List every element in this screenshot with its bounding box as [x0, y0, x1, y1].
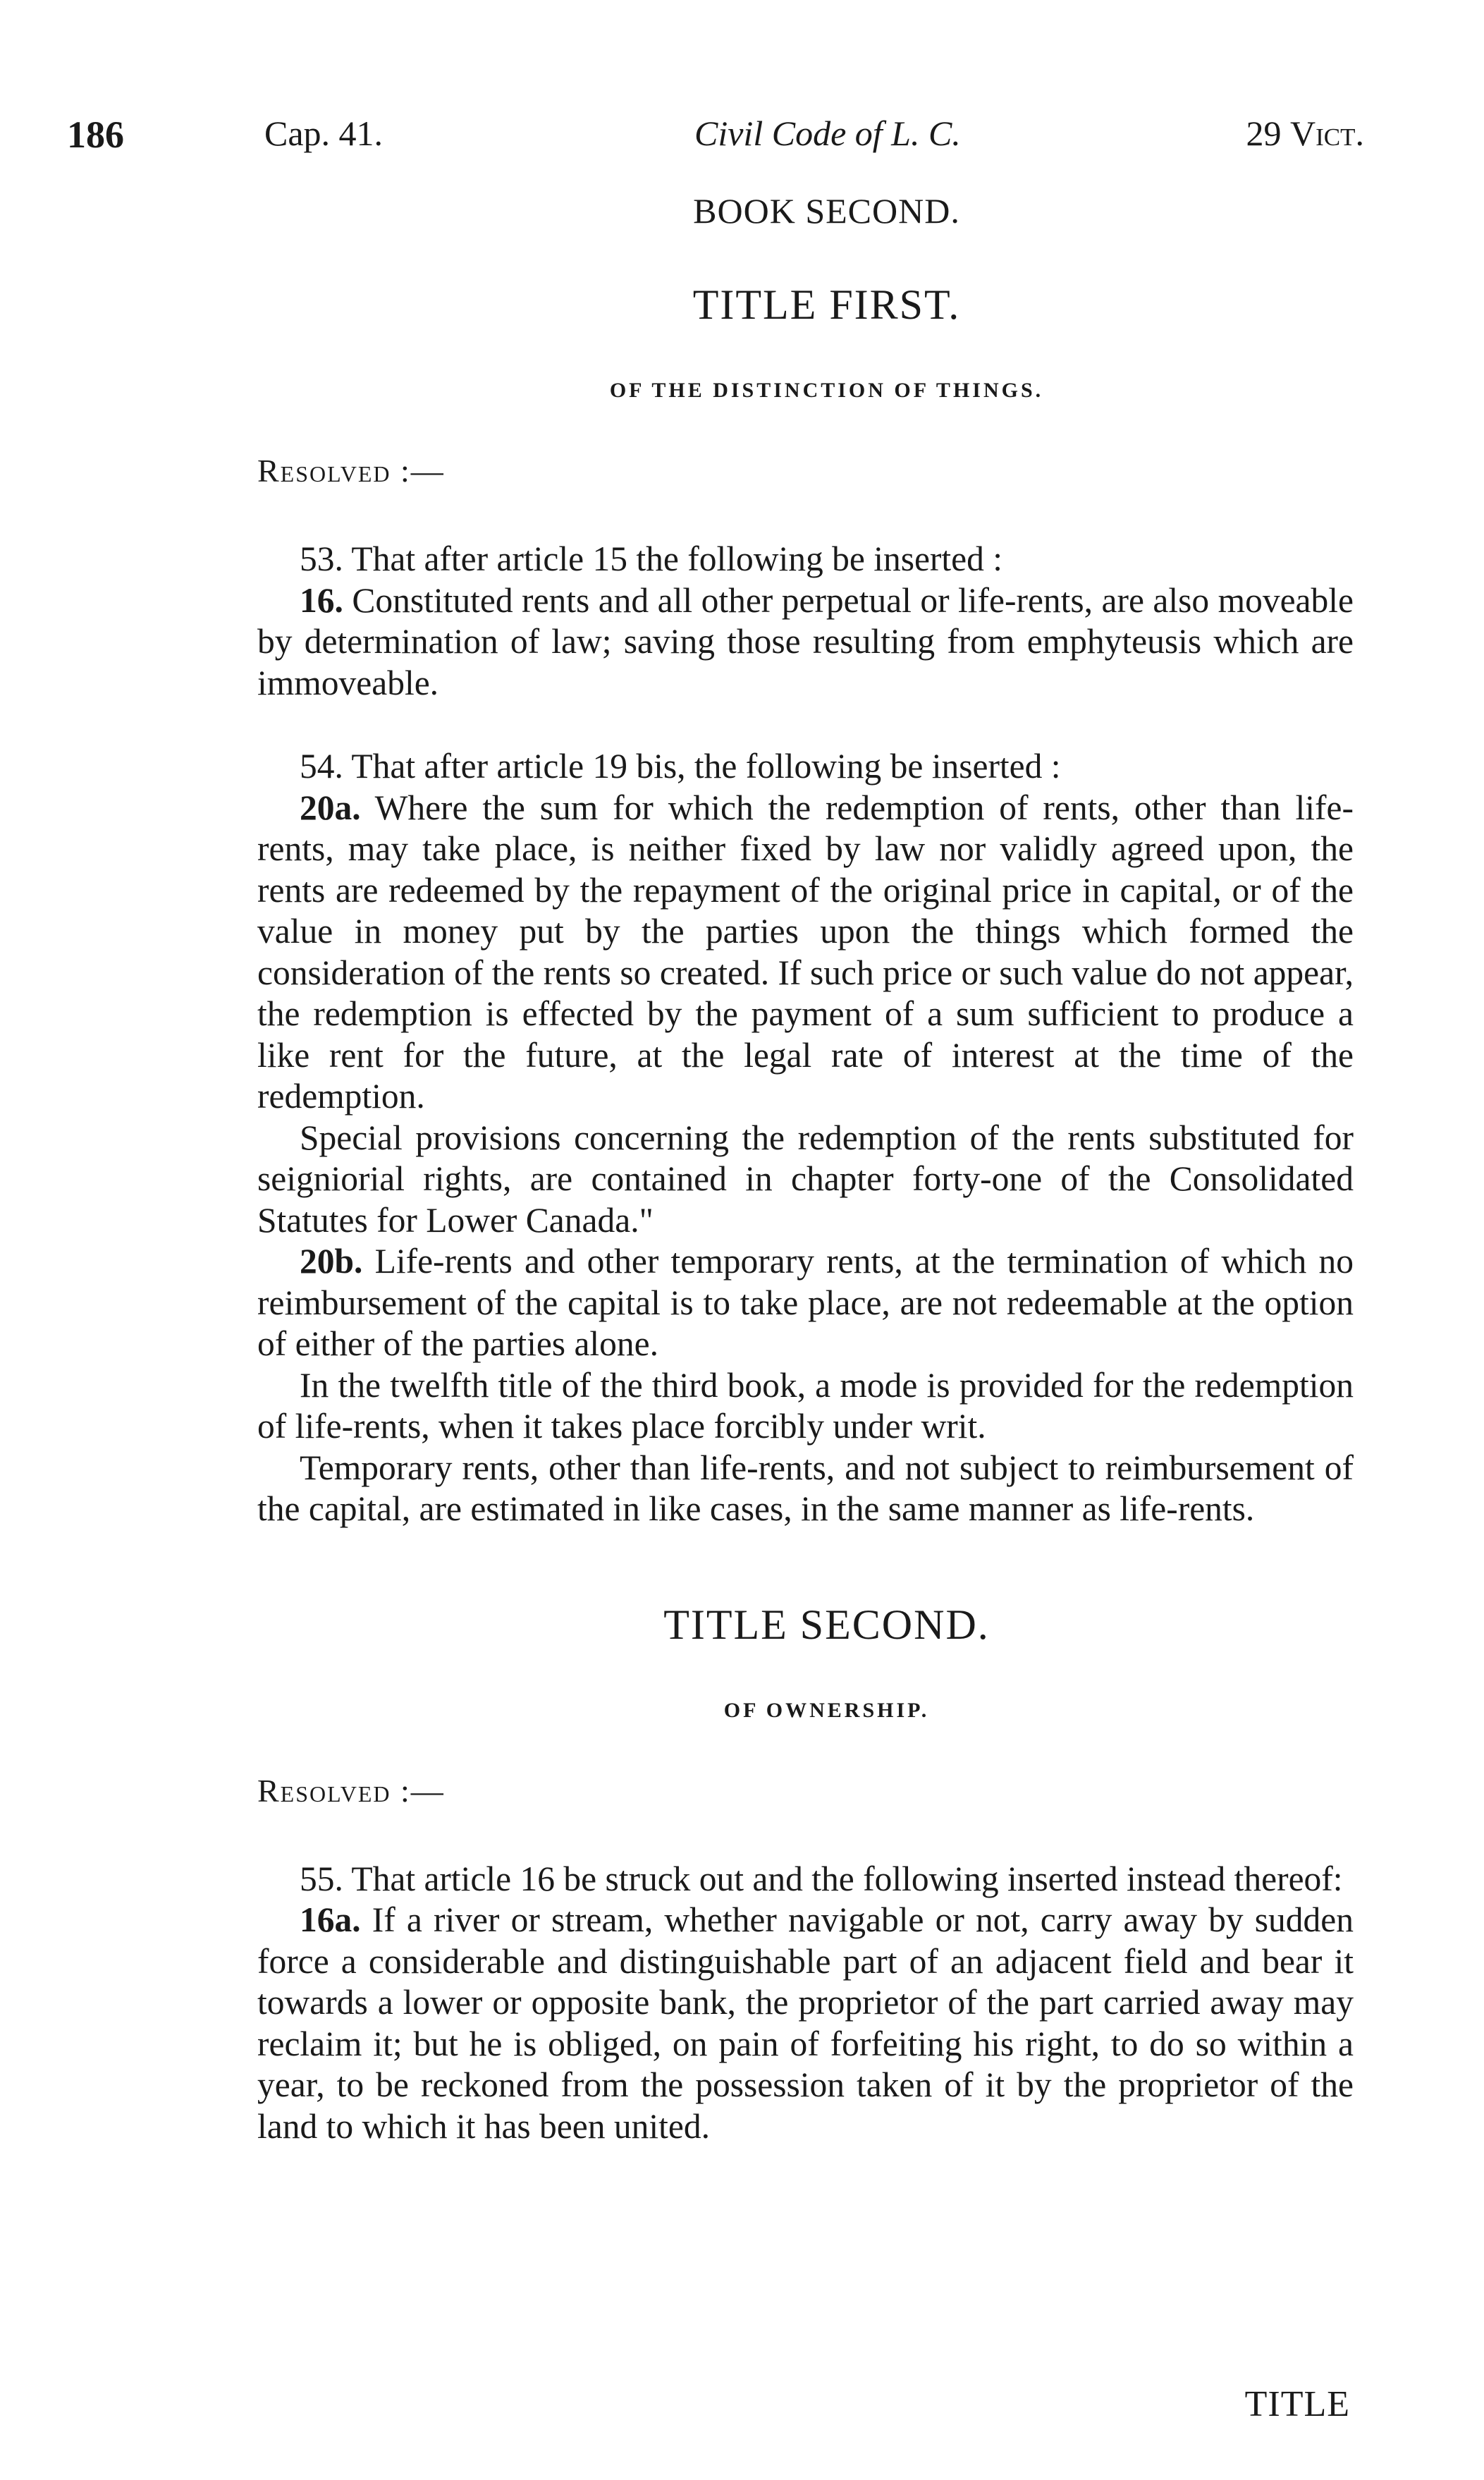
- running-header: [67, 113, 1364, 162]
- paragraph: [257, 746, 1354, 788]
- regnal-year: [1246, 113, 1365, 154]
- article-text: Life-rents and other temporary rents, at the termination of which no reimbursement of the capital is to take place, are not redeemable at the option of either of the parties alone.: [257, 1242, 1354, 1363]
- title-second-subheading: OF OWNERSHIP.: [723, 1698, 930, 1722]
- chapter-label: Cap. 41.: [264, 114, 384, 153]
- article-20a: [257, 788, 1354, 1118]
- paragraph-text: 53. That after article 15 the following be inserted :: [300, 539, 1003, 578]
- resolved-label: Resolved :—: [257, 453, 445, 489]
- regnal-year-number: 29: [1246, 114, 1282, 153]
- resolved-label: Resolved :—: [257, 1772, 445, 1809]
- title-first-section: [257, 281, 1354, 1530]
- paragraph-text: 54. That after article 19 bis, the following be inserted :: [300, 747, 1061, 786]
- paragraph: [257, 1448, 1354, 1530]
- paragraph: [257, 539, 1354, 580]
- article-16a: [257, 1900, 1354, 2147]
- article-number: 16.: [300, 580, 343, 620]
- article-number: 16a.: [300, 1900, 361, 1939]
- title-first-subheading: OF THE DISTINCTION OF THINGS.: [609, 379, 1044, 402]
- paragraph-text: Temporary rents, other than life-rents, and not subject to reimbursement of the capital, are estimated in like cases, in the same manner as life-rents.: [257, 1448, 1354, 1528]
- title-second-section: [257, 1601, 1354, 2148]
- article-20b: [257, 1241, 1354, 1365]
- book-heading: BOOK SECOND.: [693, 191, 960, 231]
- title-first-heading: TITLE FIRST.: [692, 281, 961, 328]
- regnal-year-word: Vict.: [1290, 114, 1364, 153]
- paragraph: [257, 1365, 1354, 1448]
- paragraph: [257, 1118, 1354, 1242]
- running-title: Civil Code of L. C.: [694, 114, 961, 153]
- article-text: Where the sum for which the redemption of rents, other than life-rents, may take place, is neither fixed by law nor validly agreed upon, the rents are redeemed by the repayment of the original price in capital, or of the value in money put by the parties upon the things which formed the consideration of the rents so created. If such price or such value do not appear, the redemption is effected by the payment of a sum sufficient to produce a like rent for the future, at the legal rate of interest at the time of the redemption.: [257, 788, 1354, 1116]
- article-16: [257, 580, 1354, 704]
- text-column: [257, 190, 1354, 2147]
- catchword: TITLE: [1244, 2384, 1350, 2424]
- paragraph-text: 55. That article 16 be struck out and the following inserted instead thereof:: [300, 1859, 1343, 1898]
- article-number: 20b.: [300, 1242, 363, 1281]
- spacer: [257, 704, 1354, 746]
- paragraph-text: In the twelfth title of the third book, a mode is provided for the redemption of life-rents, when it takes place forcibly under writ.: [257, 1365, 1354, 1446]
- page-number: 186: [67, 114, 124, 156]
- article-text: Constituted rents and all other perpetual or life-rents, are also moveable by determination of law; saving those resulting from emphyteusis which are immoveable.: [257, 580, 1354, 702]
- article-number: 20a.: [300, 788, 361, 827]
- title-second-heading: TITLE SECOND.: [663, 1601, 990, 1648]
- paragraph-text: Special provisions concerning the redemption of the rents substituted for seigniorial rights, are contained in chapter forty-one of the Consolidated Statutes for Lower Canada.": [257, 1118, 1354, 1240]
- article-text: If a river or stream, whether navigable or not, carry away by sudden force a considerable and distinguishable part of an adjacent field and bear it towards a lower or opposite bank, the proprietor of the part carried away may reclaim it; but he is obliged, on pain of forfeiting his right, to do so within a year, to be reckoned from the possession taken of it by the proprietor of the land to which it has been united.: [257, 1900, 1354, 2146]
- spacer: [257, 1530, 1354, 1601]
- paragraph: [257, 1859, 1354, 1900]
